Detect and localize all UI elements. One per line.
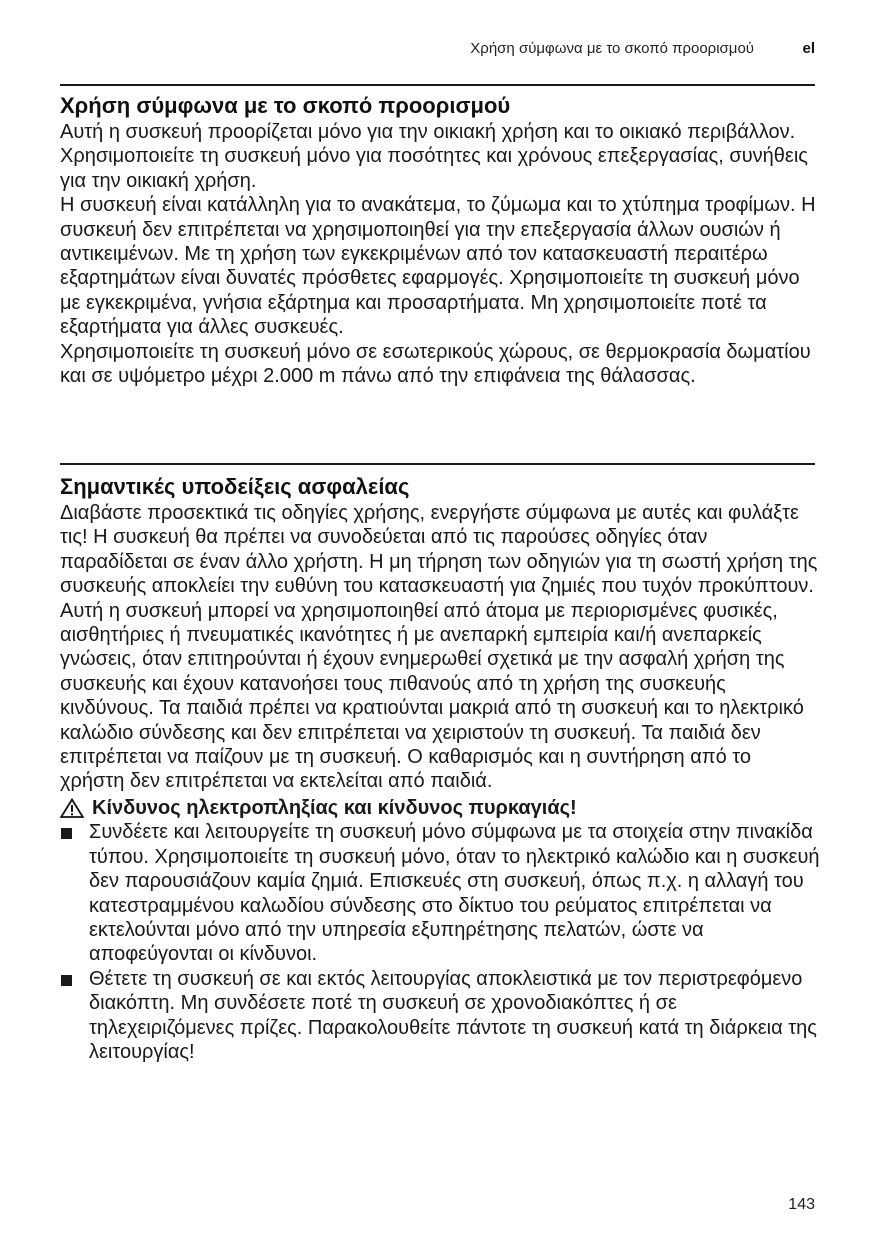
section-safety-instructions [60,473,820,1064]
list-item-text: Συνδέετε και λειτουργείτε τη συσκευή μόνο σύμφωνα με τα στοιχεία στην πινακίδα τύπου. Χρησιμοποιείτε τη συσκευή μόνο, όταν το ηλεκτρικό καλώδιο και η συσκευή δεν παρουσιάζουν καμία ζημιά. Επισκευές στη συσκευή, όπως π.χ. η αλλαγή του κατεστραμμένου καλωδίου σύνδεσης στο δίκτυο του ρεύματος επιτρέπεται να εκτελούνται μόνο από την υπηρεσία εξυπηρέτησης πελατών, ώστε να αποφεύγονται οι κίνδυνοι. [89,821,820,966]
paragraph: Η συσκευή είναι κατάλληλη για το ανακάτεμα, το ζύμωμα και το χτύπημα τροφίμων. Η συσκευή δεν επιτρέπεται να χρησιμοποιηθεί για την επεξεργασία άλλων ουσιών ή αντικειμένων. Με τη χρήση των εγκεκριμένων από τον κατασκευαστή περαιτέρω εξαρτημάτων είναι δυνατές πρόσθετες εφαρμογές. Χρησιμοποιείτε τη συσκευή μόνο με εγκεκριμένα, γνήσια εξάρτημα και προσαρτήματα. Μη χρησιμοποιείτε ποτέ τα εξαρτήματα για άλλες συσκευές. [60,194,816,339]
section-heading-safety: Σημαντικές υποδείξεις ασφαλείας [60,474,410,499]
warning-heading [60,796,820,820]
paragraph: Αυτή η συσκευή προορίζεται μόνο για την οικιακή χρήση και το οικιακό περιβάλλον. Χρησιμοποιείτε τη συσκευή μόνο για ποσότητες και χρόνους επεξεργασίας, συνήθεις για την οικιακή χρήση. [60,121,808,192]
warning-triangle-icon [60,798,84,818]
list-item [60,967,820,1065]
section-divider-2 [60,463,815,465]
header-language-code: el [802,40,815,57]
warning-bullet-list [60,820,820,1064]
list-item-text: Θέτετε τη συσκευή σε και εκτός λειτουργίας αποκλειστικά με τον περιστρεφόμενο διακόπτη. Μη συνδέσετε ποτέ τη συσκευή σε χρονοδιακόπτες ή σε τηλεχειριζόμενες πρίζες. Παρακολουθείτε πάντοτε τη συσκευή κατά τη διάρκεια της λειτουργίας! [89,967,817,1063]
square-bullet-icon [61,975,72,986]
warning-title: Κίνδυνος ηλεκτροπληξίας και κίνδυνος πυρκαγιάς! [92,796,577,819]
paragraph: Αυτή η συσκευή μπορεί να χρησιμοποιηθεί από άτομα με περιορισμένες φυσικές, αισθητήριες ή πνευματικές ικανότητες ή με ανεπαρκή εμπειρία και/ή ανεπαρκείς γνώσεις, όταν επιτηρούνται ή έχουν ενημερωθεί σχετικά με την ασφαλή χρήση της συσκευής και έχουν κατανοήσει τους πιθανούς από τη χρήση της συσκευής κινδύνους. Τα παιδιά πρέπει να κρατιούνται μακριά από τη συσκευή και το ηλεκτρικό καλώδιο σύνδεσης και δεν επιτρέπεται να χειριστούν τη συσκευή. Τα παιδιά δεν επιτρέπεται να παίζουν με τη συσκευή. Ο καθαρισμός και η συντήρηση από το χρήστη δεν επιτρέπεται να εκτελείται από παιδιά. [60,599,804,793]
paragraph: Χρησιμοποιείτε τη συσκευή μόνο σε εσωτερικούς χώρους, σε θερμοκρασία δωματίου και σε υψόμετρο μέχρι 2.000 m πάνω από την επιφάνεια της θάλασσας. [60,340,811,388]
square-bullet-icon [61,828,72,839]
paragraph: Διαβάστε προσεκτικά τις οδηγίες χρήσης, ενεργήστε σύμφωνα με αυτές και φυλάξτε τις! Η συσκευή θα πρέπει να συνοδεύεται από τις παρούσες οδηγίες όταν παραδίδεται σε έναν άλλο χρήστη. Η μη τήρηση των οδηγιών για τη σωστή χρήση της συσκευής αποκλείει την ευθύνη του κατασκευαστή για ζημιές που τυχόν προκύπτουν. [60,502,818,598]
running-header [60,40,815,62]
list-item [60,820,820,966]
section-divider-1 [60,84,815,86]
page-number: 143 [788,1196,815,1213]
section-intended-use [60,92,820,388]
header-title: Χρήση σύμφωνα με το σκοπό προορισμού [470,40,754,57]
section-heading-intended-use: Χρήση σύμφωνα με το σκοπό προορισμού [60,93,511,118]
